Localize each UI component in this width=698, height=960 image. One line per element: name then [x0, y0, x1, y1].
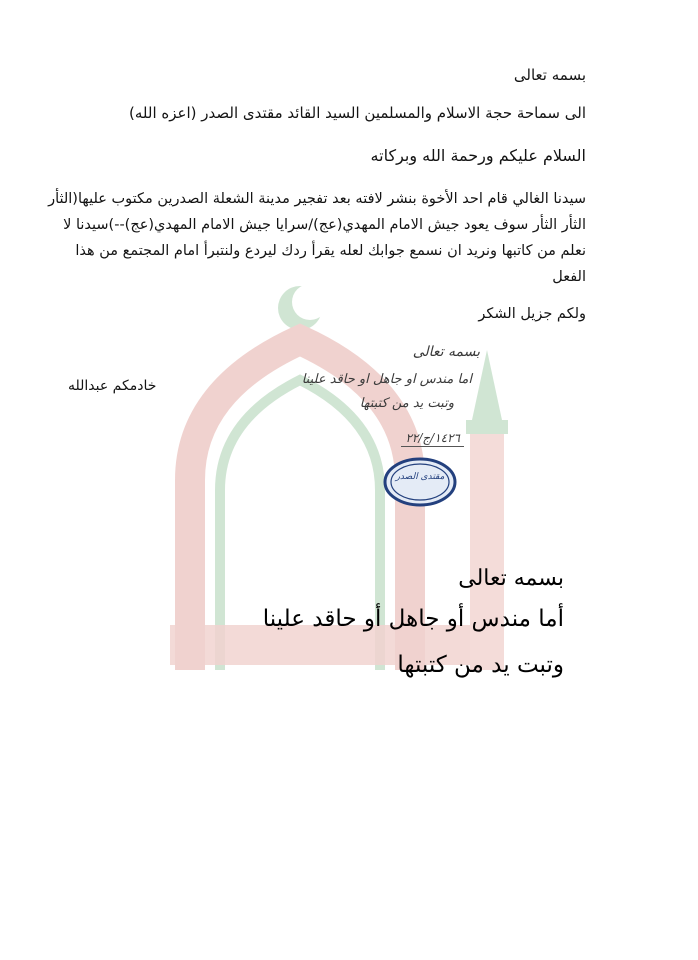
letter-thanks: ولكم جزيل الشكر — [478, 306, 586, 322]
typed-line1: بسمه تعالى — [458, 566, 564, 591]
handwritten-reply-line1: بسمه تعالى — [412, 344, 480, 360]
seal-stamp-icon — [382, 456, 458, 508]
handwritten-reply-line3: وتبت يد من كتبتها — [359, 396, 454, 411]
seal-stamp — [382, 456, 458, 508]
letter-body: سيدنا الغالي قام احد الأخوة بنشر لافته بعد تفجير مدينة الشعلة الصدرين مكتوب عليها(الثأر الثأر الثأر سوف يعود جيش الامام المهدي(عج)/سرايا جيش الامام المهدي(عج)--)سيدنا لا نعلم من كاتبها ونريد ان نسمع جوابك لعله يقرأ ردك ليردع ولنتبرأ امام المجتمع من هذا الفعل — [48, 191, 586, 285]
letter-greeting: السلام عليكم ورحمة الله وبركاته — [370, 146, 586, 165]
letter-signer: خادمكم عبدالله — [68, 378, 157, 394]
seal-stamp-text: مقتدى الصدر — [395, 472, 445, 482]
letter-basmala: بسمه تعالى — [513, 66, 586, 84]
typed-line3: وتبت يد من كتبتها — [397, 652, 564, 678]
letter-address: الى سماحة حجة الاسلام والمسلمين السيد القائد مقتدى الصدر (اعزه الله) — [129, 104, 586, 122]
handwritten-reply-line2: اما مندس او جاهل او حاقد علينا — [301, 372, 472, 387]
typed-line2: أما مندس أو جاهل أو حاقد علينا — [262, 606, 564, 632]
handwritten-date: ١٤٢٦/ج/٢٢ — [401, 431, 464, 447]
